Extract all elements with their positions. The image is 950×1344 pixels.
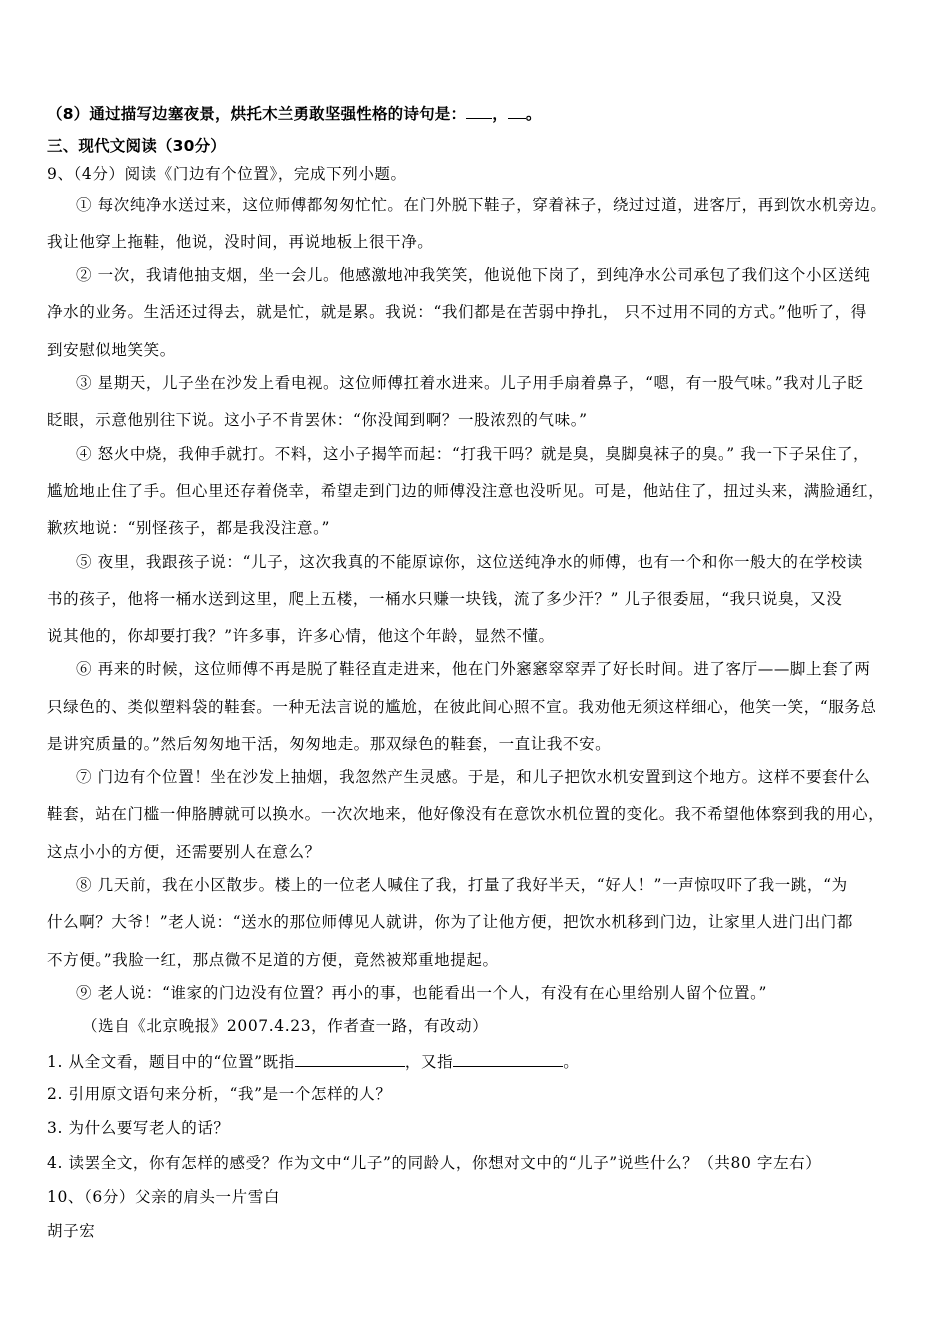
q10-heading: 10、（6分）父亲的肩头一片雪白 (47, 1188, 280, 1206)
q9-q1-answer-blank-2[interactable] (453, 1051, 563, 1067)
q9-question-4: 4. 读罢全文，你有怎样的感受？作为文中“儿子”的同龄人，你想对文中的“儿子”说些什么？（共80 字左右） (47, 1154, 822, 1172)
passage-line: ③ 星期天，儿子坐在沙发上看电视。这位师傅扛着水进来。儿子用手扇着鼻子，“嗯，有一股气味。”我对儿子眨 (76, 374, 864, 392)
passage-line: ② 一次，我请他抽支烟，坐一会儿。他感激地冲我笑笑，他说他下岗了，到纯净水公司承包了我们这个小区送纯 (76, 266, 871, 284)
q8-answer-blank-1[interactable] (466, 103, 492, 119)
passage-line: ④ 怒火中烧，我伸手就打。不料，这小子揭竿而起：“打我干吗？就是臭，臭脚臭袜子的臭。” 我一下子呆住了， (76, 445, 870, 463)
q8-sep: ， (492, 105, 508, 123)
passage-line: 书的孩子，他将一桶水送到这里，爬上五楼，一桶水只赚一块钱，流了多少汗？” 儿子很委屈，“我只说臭，又没 (47, 590, 843, 608)
passage-line: 不方便。”我脸一红，那点微不足道的方便，竟然被郑重地提起。 (47, 951, 499, 969)
passage-line: 什么啊？大爷！”老人说：“送水的那位师傅见人就讲，你为了让他方便，把饮水机移到门边，让家里人进门出门都 (47, 913, 853, 931)
q9-q1-answer-blank-1[interactable] (295, 1051, 405, 1067)
passage-line: ⑥ 再来的时候，这位师傅不再是脱了鞋径直走进来，他在门外窸窸窣窣弄了好长时间。进了客厅——脚上套了两 (76, 660, 871, 678)
q8-answer-blank-2[interactable] (508, 103, 526, 119)
passage-line: ⑧ 几天前，我在小区散步。楼上的一位老人喊住了我，打量了我好半天，“好人！”一声惊叹吓了我一跳，“为 (76, 876, 848, 894)
passage-line: 净水的业务。生活还过得去，就是忙，就是累。我说：“我们都是在苦弱中挣扎， 只不过用不同的方式。”他听了，得 (47, 303, 867, 321)
section-3-heading: 三、现代文阅读（30分） (47, 137, 226, 155)
passage-line: 我让他穿上拖鞋，他说，没时间，再说地板上很干净。 (47, 233, 434, 251)
passage-line: ⑤ 夜里，我跟孩子说：“儿子，这次我真的不能原谅你，这位送纯净水的师傅，也有一个和你一般大的在学校读 (76, 553, 863, 571)
passage-line: ⑨ 老人说：“谁家的门边没有位置？再小的事，也能看出一个人，有没有在心里给别人留个位置。” (76, 984, 768, 1002)
q9-question-3: 3. 为什么要写老人的话？ (47, 1119, 230, 1137)
q9-question-2: 2. 引用原文语句来分析，“我”是一个怎样的人？ (47, 1085, 392, 1103)
passage-line: 只绿色的、类似塑料袋的鞋套。一种无法言说的尴尬，在彼此间心照不宣。我劝他无须这样细心，他笑一笑，“服务总 (47, 698, 877, 716)
passage-line: 是讲究质量的。”然后匆匆地干活，匆匆地走。那双绿色的鞋套，一直让我不安。 (47, 735, 612, 753)
passage-line: ① 每次纯净水送过来，这位师傅都匆匆忙忙。在门外脱下鞋子，穿着袜子，绕过过道，进客厅，再到饮水机旁边。 (76, 196, 887, 214)
q9-q1-text: 1. 从全文看，题目中的“位置”既指 (47, 1053, 295, 1071)
passage-line: ⑦ 门边有个位置！坐在沙发上抽烟，我忽然产生灵感。于是，和儿子把饮水机安置到这个地方。这样不要套什么 (76, 768, 871, 786)
passage-line: 到安慰似地笑笑。 (47, 341, 176, 359)
source-citation: （选自《北京晚报》2007.4.23，作者查一路，有改动） (82, 1017, 489, 1035)
passage-line: 这点小小的方便，还需要别人在意么？ (47, 843, 321, 861)
q9-q1-mid: ，又指 (404, 1053, 454, 1071)
q10-author: 胡子宏 (47, 1222, 96, 1240)
q9-intro: 9、（4分）阅读《门边有个位置》，完成下列小题。 (47, 165, 407, 183)
q9-question-1 (47, 1051, 579, 1072)
q8-text: （8）通过描写边塞夜景，烘托木兰勇敢坚强性格的诗句是： (47, 105, 467, 123)
q9-q1-end: 。 (563, 1053, 580, 1071)
passage-line: 说其他的，你却要打我？”许多事，许多心情，他这个年龄，显然不懂。 (47, 627, 555, 645)
q8-line (47, 103, 542, 124)
passage-line: 鞋套，站在门槛一伸胳膊就可以换水。一次次地来，他好像没有在意饮水机位置的变化。我不希望他体察到我的用心， (47, 805, 885, 823)
q8-end: 。 (525, 105, 542, 123)
passage-line: 眨眼，示意他别往下说。这小子不肯罢休：“你没闻到啊？一股浓烈的气味。” (47, 411, 588, 429)
passage-line: 歉疚地说：“别怪孩子，都是我没注意。” (47, 519, 330, 537)
passage-line: 尴尬地止住了手。但心里还存着侥幸，希望走到门边的师傅没注意也没听见。可是，他站住了，扭过头来，满脸通红， (47, 482, 885, 500)
